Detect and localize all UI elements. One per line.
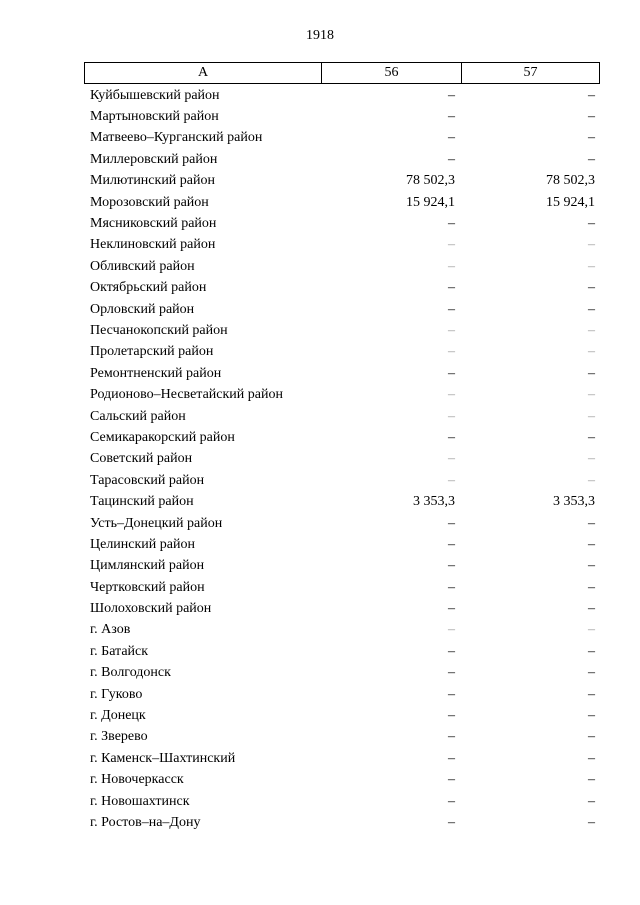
row-value-56: –	[448, 130, 455, 146]
row-value-56: –	[448, 408, 455, 424]
table-header-row	[84, 62, 600, 84]
data-table	[84, 62, 600, 834]
table-row	[84, 705, 600, 726]
row-value-56: –	[448, 365, 455, 381]
row-value-56: –	[448, 772, 455, 788]
row-value-57: –	[588, 451, 595, 467]
row-value-56: –	[448, 601, 455, 617]
row-name: Обливский район	[90, 258, 195, 274]
row-name: г. Гуково	[90, 686, 143, 702]
table-row	[84, 770, 600, 791]
row-value-56: –	[448, 750, 455, 766]
row-value-57: –	[588, 258, 595, 274]
row-value-57: –	[588, 87, 595, 103]
table-body	[84, 85, 600, 834]
row-name: Пролетарский район	[90, 344, 214, 360]
row-value-57: –	[588, 665, 595, 681]
row-value-57: –	[588, 643, 595, 659]
table-row	[84, 449, 600, 470]
row-value-56: –	[448, 387, 455, 403]
row-name: г. Донецк	[90, 708, 146, 724]
row-name: г. Каменск–Шахтинский	[90, 750, 236, 766]
row-value-57: –	[588, 622, 595, 638]
table-row	[84, 406, 600, 427]
row-value-57: 3 353,3	[553, 494, 595, 510]
row-name: Октябрьский район	[90, 280, 207, 296]
table-row	[84, 256, 600, 277]
row-value-57: –	[588, 387, 595, 403]
row-name: Куйбышевский район	[90, 87, 220, 103]
row-value-57: –	[588, 237, 595, 253]
row-value-57: –	[588, 151, 595, 167]
row-value-57: 78 502,3	[546, 173, 595, 189]
row-name: Шолоховский район	[90, 601, 212, 617]
row-name: Чертковский район	[90, 579, 205, 595]
row-name: г. Волгодонск	[90, 665, 171, 681]
row-value-56: –	[448, 87, 455, 103]
row-value-56: –	[448, 322, 455, 338]
row-value-56: –	[448, 344, 455, 360]
table-row	[84, 577, 600, 598]
row-name: Милютинский район	[90, 173, 216, 189]
row-value-57: –	[588, 365, 595, 381]
row-value-56: –	[448, 258, 455, 274]
table-row	[84, 149, 600, 170]
table-row	[84, 342, 600, 363]
page-number: 1918	[306, 28, 334, 43]
table-row	[84, 85, 600, 106]
table-row	[84, 513, 600, 534]
row-value-56: –	[448, 451, 455, 467]
table-row	[84, 106, 600, 127]
row-name: г. Новочеркасск	[90, 772, 184, 788]
table-row	[84, 299, 600, 320]
table-row	[84, 192, 600, 213]
row-value-56: –	[448, 472, 455, 488]
table-row	[84, 213, 600, 234]
row-value-57: –	[588, 536, 595, 552]
row-value-57: –	[588, 472, 595, 488]
table-row	[84, 620, 600, 641]
table-row	[84, 235, 600, 256]
row-name: Тарасовский район	[90, 472, 205, 488]
row-value-57: –	[588, 750, 595, 766]
row-value-57: –	[588, 408, 595, 424]
row-value-57: –	[588, 814, 595, 830]
row-name: Орловский район	[90, 301, 195, 317]
row-name: г. Зверево	[90, 729, 148, 745]
row-value-57: –	[588, 579, 595, 595]
row-value-57: –	[588, 130, 595, 146]
row-name: Мясниковский район	[90, 216, 217, 232]
row-value-57: –	[588, 280, 595, 296]
table-row	[84, 427, 600, 448]
table-row	[84, 748, 600, 769]
row-value-57: –	[588, 515, 595, 531]
row-value-56: –	[448, 579, 455, 595]
table-row	[84, 641, 600, 662]
row-name: Морозовский район	[90, 194, 209, 210]
table-row	[84, 791, 600, 812]
table-row	[84, 491, 600, 512]
row-value-57: –	[588, 429, 595, 445]
row-name: Советский район	[90, 451, 193, 467]
row-value-56: –	[448, 793, 455, 809]
table-row	[84, 684, 600, 705]
row-value-57: –	[588, 772, 595, 788]
table-row	[84, 384, 600, 405]
row-value-56: –	[448, 151, 455, 167]
row-value-57: –	[588, 708, 595, 724]
row-value-57: –	[588, 686, 595, 702]
row-name: Цимлянский район	[90, 558, 205, 574]
row-name: Неклиновский район	[90, 237, 216, 253]
row-value-56: 78 502,3	[406, 173, 455, 189]
row-name: Миллеровский район	[90, 151, 218, 167]
row-value-56: –	[448, 558, 455, 574]
row-value-56: –	[448, 665, 455, 681]
table-row	[84, 534, 600, 555]
row-name: Песчанокопский район	[90, 322, 228, 338]
row-name: Родионово–Несветайский район	[90, 387, 283, 403]
row-value-57: –	[588, 301, 595, 317]
table-row	[84, 727, 600, 748]
row-name: Тацинский район	[90, 494, 194, 510]
row-value-56: –	[448, 686, 455, 702]
row-name: г. Новошахтинск	[90, 793, 190, 809]
header-cell-a: А	[197, 65, 209, 80]
row-name: Семикаракорский район	[90, 429, 235, 445]
row-name: г. Батайск	[90, 643, 149, 659]
row-value-56: –	[448, 280, 455, 296]
row-name: г. Азов	[90, 622, 131, 638]
row-value-56: –	[448, 622, 455, 638]
table-row	[84, 320, 600, 341]
row-value-57: –	[588, 558, 595, 574]
row-value-57: –	[588, 729, 595, 745]
row-value-56: 15 924,1	[406, 194, 455, 210]
row-value-56: –	[448, 301, 455, 317]
row-name: Усть–Донецкий район	[90, 515, 223, 531]
table-row	[84, 470, 600, 491]
row-value-57: –	[588, 601, 595, 617]
row-value-57: –	[588, 216, 595, 232]
row-value-56: –	[448, 643, 455, 659]
row-value-56: 3 353,3	[413, 494, 455, 510]
row-value-56: –	[448, 708, 455, 724]
table-row	[84, 556, 600, 577]
row-name: Сальский район	[90, 408, 186, 424]
table-row	[84, 363, 600, 384]
row-value-57: 15 924,1	[546, 194, 595, 210]
row-value-56: –	[448, 237, 455, 253]
row-name: Целинский район	[90, 536, 195, 552]
table-row	[84, 812, 600, 833]
row-value-56: –	[448, 814, 455, 830]
row-value-57: –	[588, 793, 595, 809]
table-row	[84, 663, 600, 684]
row-name: Мартыновский район	[90, 109, 219, 125]
header-cell-56: 56	[321, 63, 461, 83]
row-value-56: –	[448, 216, 455, 232]
row-value-57: –	[588, 109, 595, 125]
header-cell-57: 57	[461, 63, 599, 83]
row-name: Ремонтненский район	[90, 365, 222, 381]
table-row	[84, 128, 600, 149]
row-name: г. Ростов–на–Дону	[90, 814, 201, 830]
row-value-56: –	[448, 109, 455, 125]
row-value-57: –	[588, 322, 595, 338]
table-row	[84, 598, 600, 619]
row-name: Матвеево–Курганский район	[90, 130, 263, 146]
row-value-57: –	[588, 344, 595, 360]
row-value-56: –	[448, 515, 455, 531]
table-row	[84, 278, 600, 299]
row-value-56: –	[448, 729, 455, 745]
table-row	[84, 171, 600, 192]
row-value-56: –	[448, 429, 455, 445]
row-value-56: –	[448, 536, 455, 552]
